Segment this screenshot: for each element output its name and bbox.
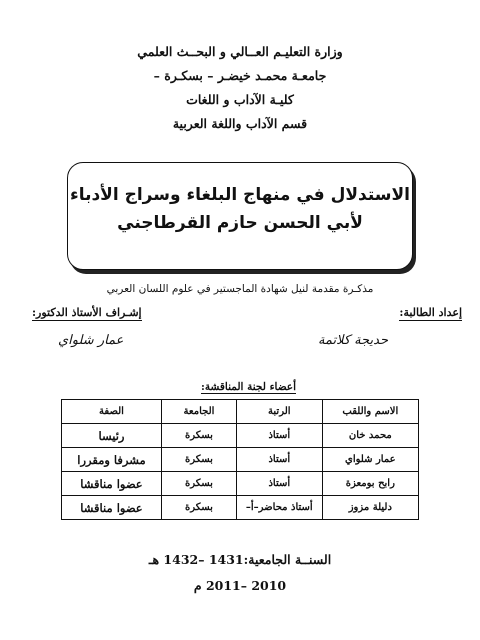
table-row (62, 496, 419, 520)
member-name: دليلة مزوز (322, 496, 418, 520)
academic-year-gregorian: 2010 –2011 م (193, 578, 287, 593)
thesis-title-line2: لأبي الحسن حازم القرطاجني (117, 213, 363, 233)
member-university: بسكرة (161, 496, 236, 520)
student-name: حديجة كلاتمة (317, 333, 388, 348)
memo-description: مذكـرة مقدمة لنيل شهادة الماجستير في علوم اللسان العربي (106, 283, 374, 295)
supervisor-label: إشـراف الأستاذ الدكتور: (32, 306, 142, 319)
column-header-name: الاسم واللقب (322, 400, 418, 424)
column-header-university: الجامعة (161, 400, 236, 424)
member-university: بسكرة (161, 448, 236, 472)
member-name: عمار شلواي (322, 448, 418, 472)
member-name: محمد خان (322, 424, 418, 448)
member-rank: أستاذ (236, 472, 322, 496)
table-row (62, 424, 419, 448)
committee-label: أعضاء لجنة المناقشة: (201, 381, 296, 393)
member-role: عضوا مناقشا (62, 496, 162, 520)
member-name: رابح بومعزة (322, 472, 418, 496)
ministry-line: وزارة التعليـم العــالي و البحــث العلمي (137, 44, 343, 59)
student-label: إعداد الطالبة: (399, 306, 462, 319)
faculty-line: كليـة الآداب و اللغات (186, 92, 294, 107)
university-line: جامعـة محمـد خيضـر – بسكـرة – (153, 68, 327, 83)
column-header-rank: الرتبة (236, 400, 322, 424)
institution-header (0, 40, 480, 136)
table-header-row (62, 400, 419, 424)
member-university: بسكرة (161, 472, 236, 496)
title-box (67, 162, 413, 270)
table-row (62, 472, 419, 496)
department-line: قسم الآداب واللغة العربية (172, 116, 308, 131)
academic-year-hijri: السنــة الجامعية:1431 –1432 هـ (148, 552, 332, 567)
member-role: عضوا مناقشا (62, 472, 162, 496)
member-rank: أستاذ (236, 448, 322, 472)
supervisor-name: عمار شلواي (58, 333, 124, 348)
member-rank: أستاذ محاضر–أ– (236, 496, 322, 520)
column-header-role: الصفة (62, 400, 162, 424)
committee-table (61, 399, 419, 520)
table-row (62, 448, 419, 472)
member-rank: أستاذ (236, 424, 322, 448)
member-university: بسكرة (161, 424, 236, 448)
member-role: مشرفا ومقررا (62, 448, 162, 472)
thesis-title-line1: الاستدلال في منهاج البلغاء وسراج الأدباء (70, 185, 410, 205)
member-role: رئيسا (62, 424, 162, 448)
